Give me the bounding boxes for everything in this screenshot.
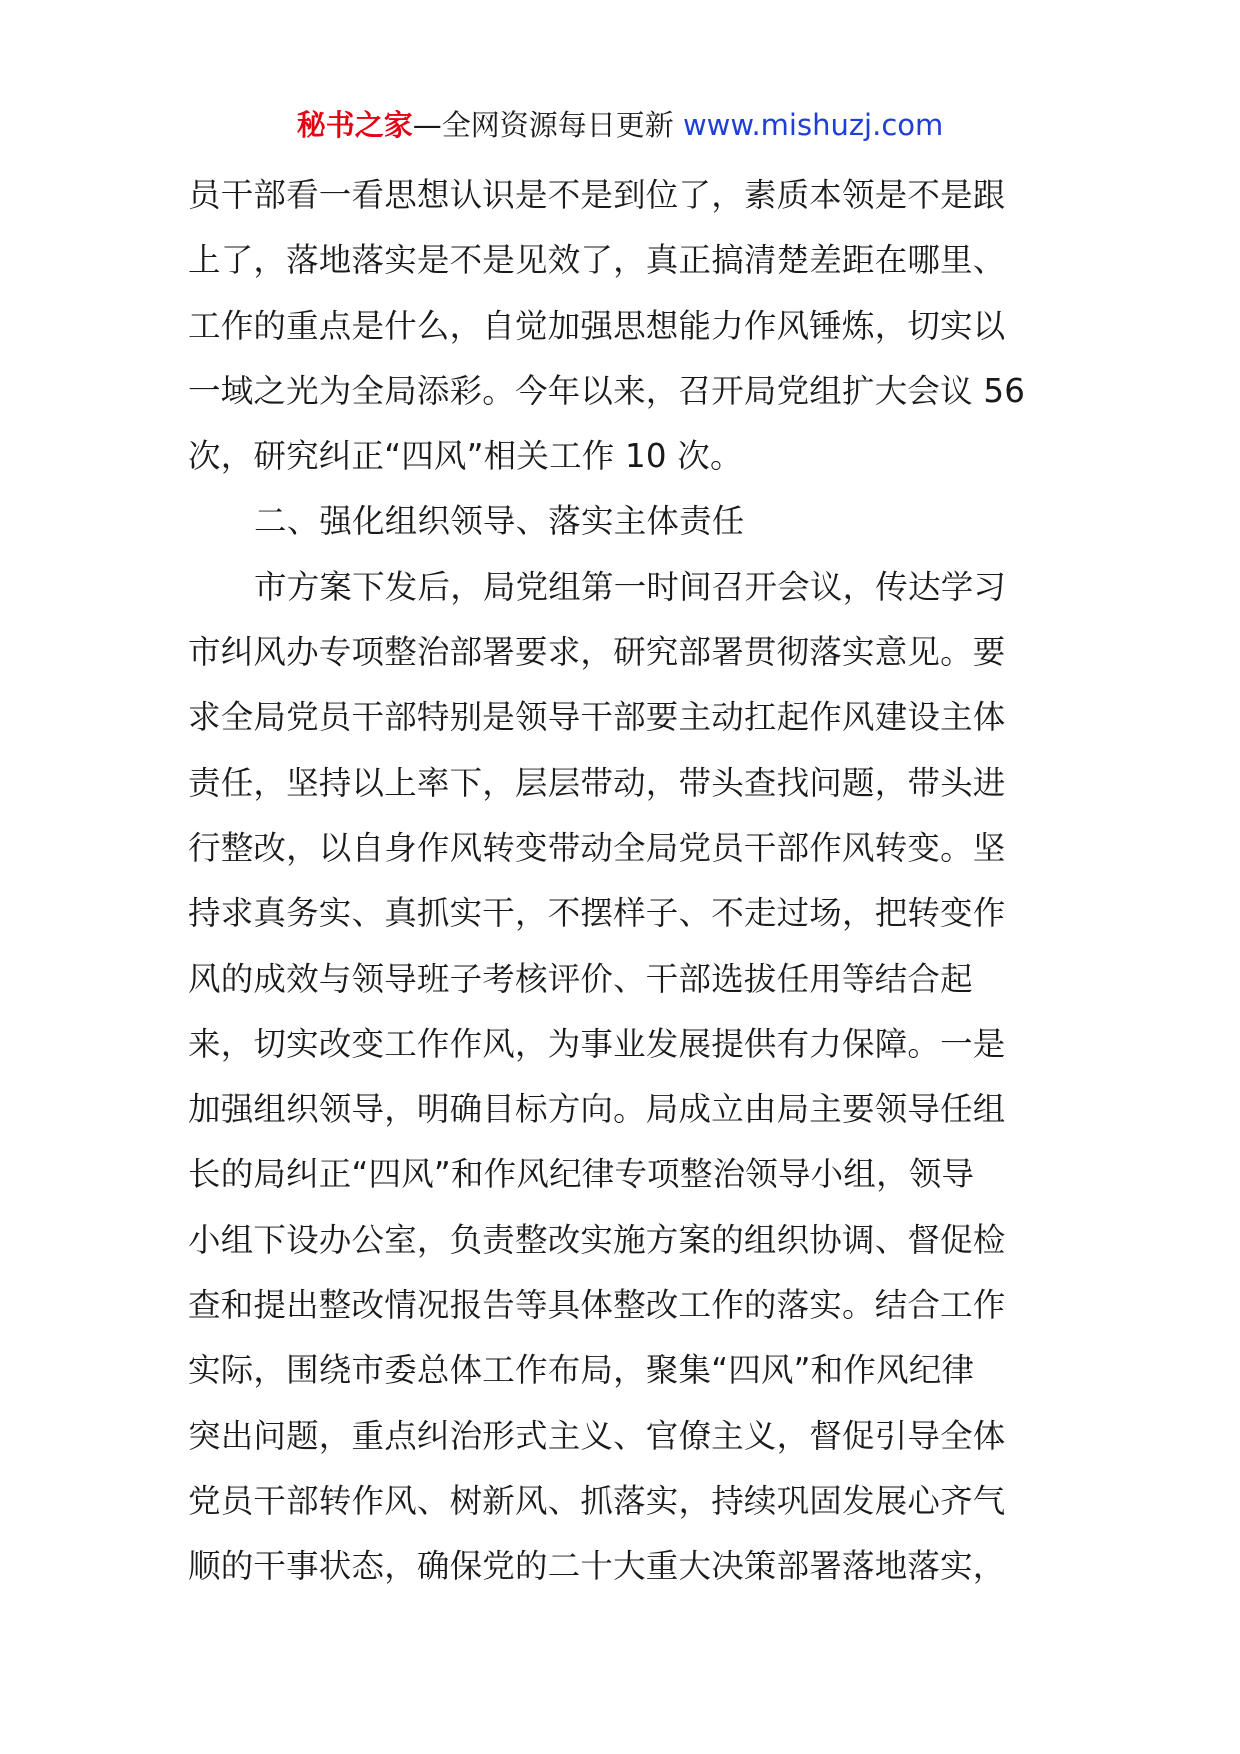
document-body [188,163,1058,1600]
text-line: 责任，坚持以上率下，层层带动，带头查找问题，带头进 [188,763,1006,802]
text-line: 上了，落地落实是不是见效了，真正搞清楚差距在哪里、 [188,241,1006,280]
site-url[interactable]: www.mishuzj.com [682,108,944,142]
text-line: 党员干部转作风、树新风、抓落实，持续巩固发展心齐气 [188,1481,1006,1520]
page-header [0,103,1240,147]
text-line: 突出问题，重点纠治形式主义、官僚主义，督促引导全体 [188,1416,1006,1455]
text-line: 工作的重点是什么，自觉加强思想能力作风锤炼，切实以 [188,306,1006,345]
text-line: 风的成效与领导班子考核评价、干部选拔任用等结合起 [188,959,973,998]
text-line: 一域之光为全局添彩。今年以来，召开局党组扩大会议 56 [188,371,1026,410]
text-line: 小组下设办公室，负责整改实施方案的组织协调、督促检 [188,1220,1006,1259]
site-tagline: —全网资源每日更新 [412,108,683,142]
text-line: 次，研究纠正“四风”相关工作 10 次。 [188,437,743,476]
text-line: 查和提出整改情况报告等具体整改工作的落实。结合工作 [188,1286,1006,1325]
text-line: 实际，围绕市委总体工作布局，聚集“四风”和作风纪律 [188,1351,975,1390]
text-line: 员干部看一看思想认识是不是到位了，素质本领是不是跟 [188,176,1006,214]
text-line: 来，切实改变工作作风，为事业发展提供有力保障。一是 [188,1024,1006,1063]
text-line: 持求真务实、真抓实干，不摆样子、不走过场，把转变作 [188,894,1006,933]
paragraph-first-line: 市方案下发后，局党组第一时间召开会议，传达学习 [254,567,1007,606]
text-line: 行整改，以自身作风转变带动全局党员干部作风转变。坚 [188,828,1006,867]
text-line: 加强组织领导，明确目标方向。局成立由局主要领导任组 [188,1090,1006,1129]
section-heading: 二、强化组织领导、落实主体责任 [254,502,745,541]
text-line: 长的局纠正“四风”和作风纪律专项整治领导小组，领导 [188,1155,975,1194]
text-line: 求全局党员干部特别是领导干部要主动扛起作风建设主体 [188,698,1006,737]
text-line: 顺的干事状态，确保党的二十大重大决策部署落地落实， [188,1547,1006,1586]
site-brand: 秘书之家 [296,108,413,142]
text-line: 市纠风办专项整治部署要求，研究部署贯彻落实意见。要 [188,633,1006,672]
